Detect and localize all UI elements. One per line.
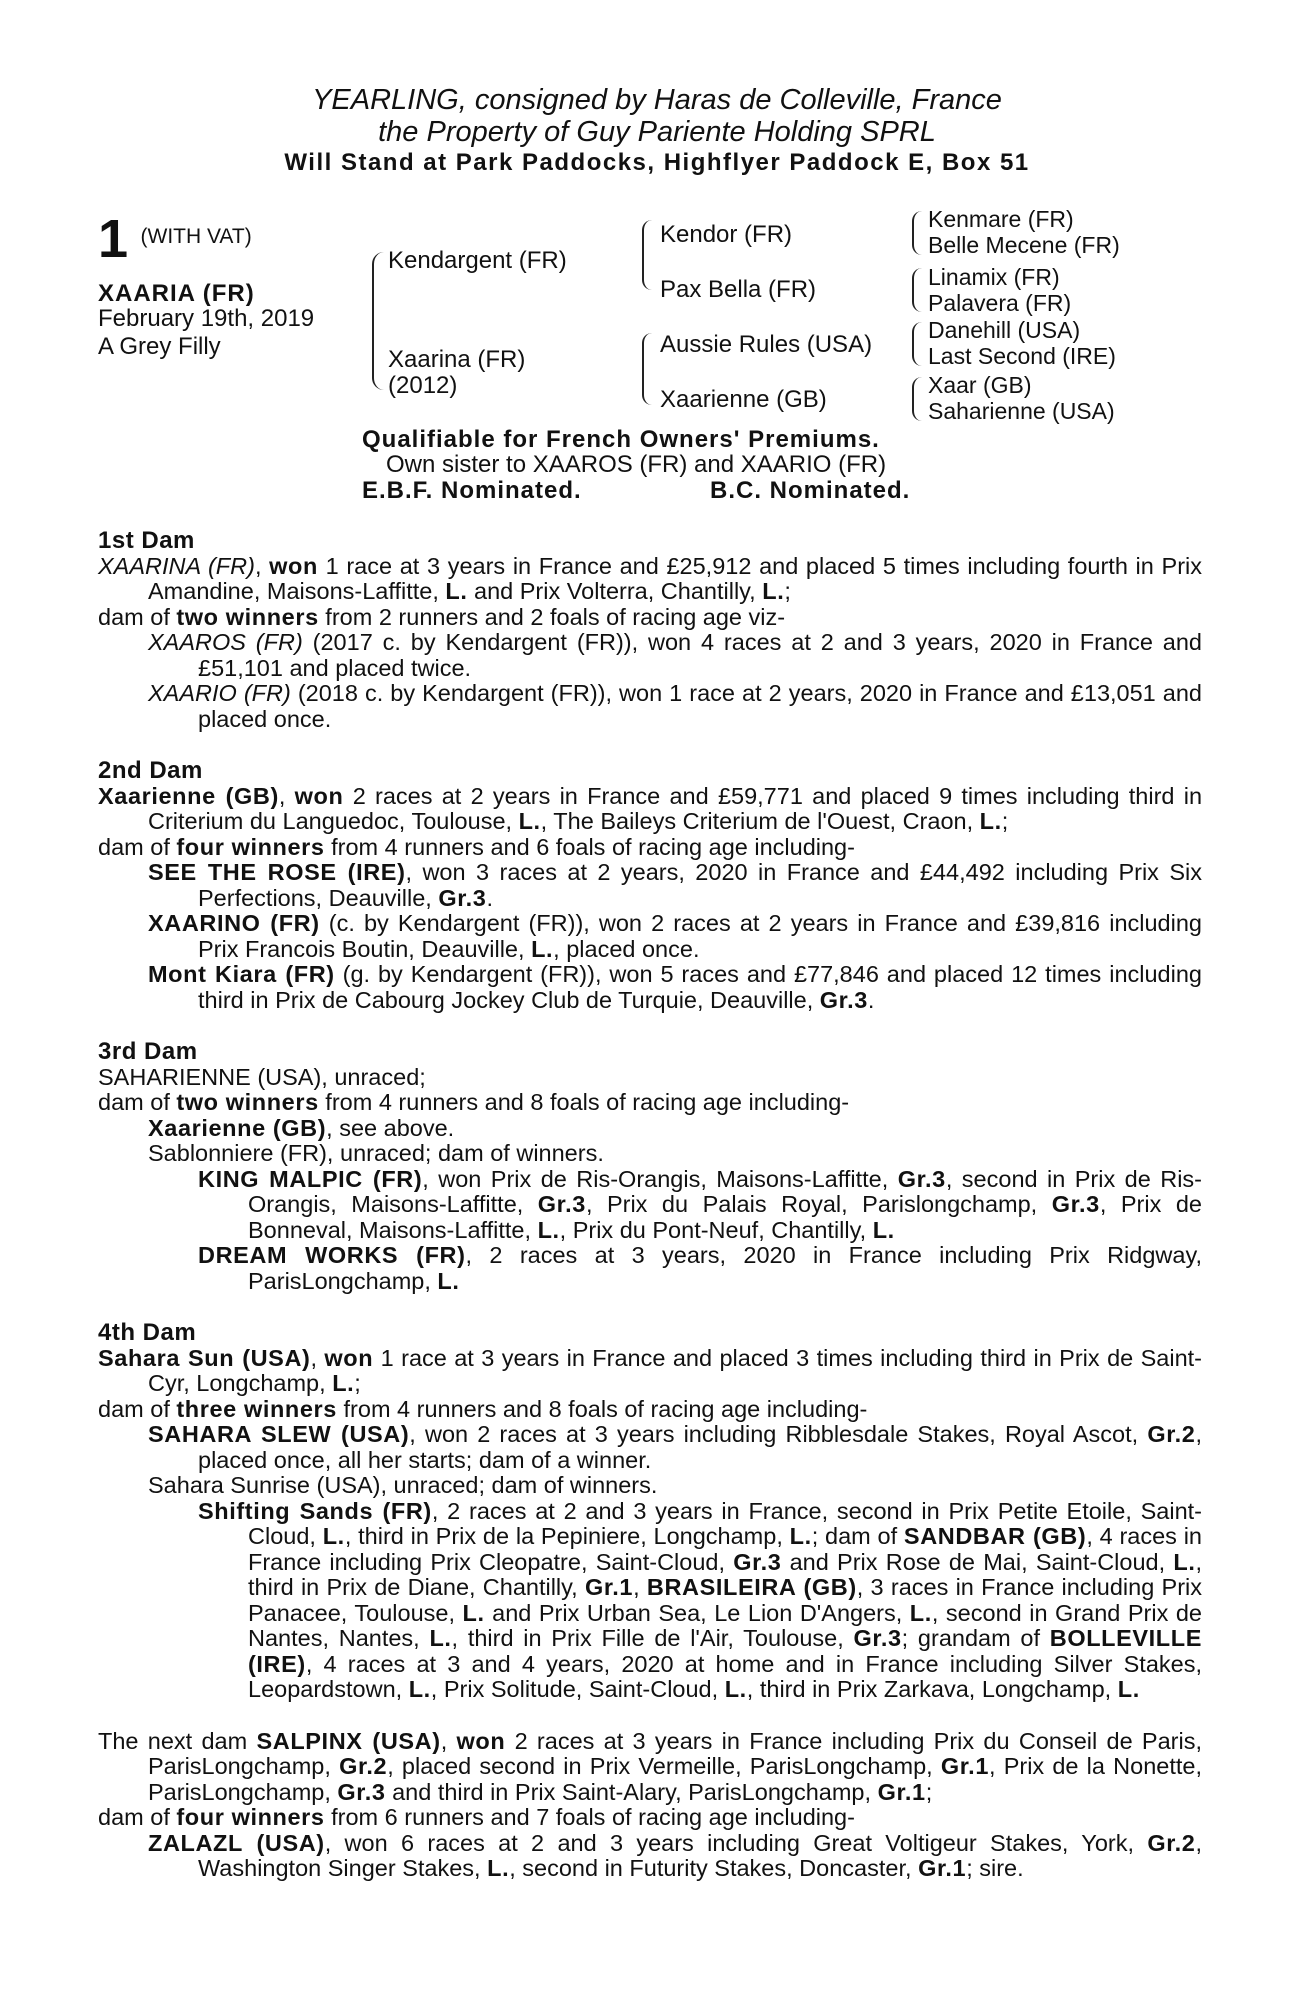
dam-of-label: dam of [98,1089,177,1115]
group-label: Gr.1 [940,1753,989,1779]
date-of-birth: February 19th, 2019 [98,305,315,332]
progeny-text: , placed once, all her starts; dam of a winner. [198,1421,1202,1473]
group-label: Gr.2 [339,1753,388,1779]
dam-of-label: dam of [98,833,177,860]
group-label: Gr.1 [918,1855,967,1881]
horse-name: XAARIA (FR) [98,280,255,307]
second-dam-text: ; [1001,808,1009,834]
progeny-text: , placed once. [553,935,700,962]
progeny-text: , 4 races at 3 and 4 years, 2020 at home and in France including Silver Stakes, Leopardstown, [248,1650,1202,1702]
pedigree-brace-main [372,252,384,390]
progeny-text: , second in Futurity Stakes, Doncaster, [509,1855,919,1881]
listed-label: L. [537,1216,560,1243]
listed-label: L. [322,1523,345,1549]
next-dam-name: SALPINX (USA) [256,1727,441,1754]
group-label: Gr.3 [819,986,868,1013]
listed-label: L. [429,1625,452,1651]
next-dam-text: , Prix de la Nonette, ParisLongchamp, [148,1753,1202,1805]
pedigree-ssd: Belle Mecene (FR) [928,232,1120,258]
progeny-text: , second in Grand Prix de Nantes, Nantes, [248,1599,1202,1651]
next-dam-progeny-1 [98,1831,1202,1882]
third-dam-grandprogeny-1 [98,1167,1202,1244]
pedigree-dss: Danehill (USA) [928,317,1081,343]
progeny-text: , Washington Singer Stakes, [198,1829,1202,1881]
produce-text: from 4 runners and 6 foals of racing age including- [324,833,855,860]
listed-label: L. [531,935,554,962]
winners-count: four winners [176,833,325,860]
pedigree-sire-sire: Kendor (FR) [660,221,793,248]
progeny-name: XAARIO (FR) [148,680,291,706]
progeny-text: , third in Prix Zarkava, Longchamp, [746,1676,1118,1702]
listed-label: L. [724,1676,747,1702]
header-property: the Property of Guy Pariente Holding SPRL [378,116,936,148]
progeny-text: , third in Prix de Diane, Chantilly, [248,1548,1202,1600]
progeny-name: Xaarienne (GB) [148,1114,327,1141]
progeny-text: , won 6 races at 2 and 3 years including Great Voltigeur Stakes, York, [324,1829,1148,1856]
second-dam-progeny-2 [98,911,1202,962]
fourth-dam-name: Sahara Sun (USA) [98,1344,311,1371]
next-dam-record: The next dam SALPINX (USA), won 2 races at 3 years in France including Prix du Conseil de Paris, ParisLongchamp, Gr.2, placed second in Prix Vermeille, ParisLongchamp, Gr.1, Prix de la Nonette, ParisLongchamp, Gr.3 and third in Prix Saint-Alary, ParisLongchamp, Gr.1; [98,1727,1202,1805]
fourth-dam-record: Sahara Sun (USA), won 1 race at 3 years in France and placed 3 times including third in Prix de Saint-Cyr, Longchamp, L.; [98,1344,1203,1396]
pedigree-brace-sire [642,220,652,290]
pedigree-brace-dam [642,333,652,405]
dam-of-label: dam of [98,1395,177,1422]
progeny-text: , Prix Solitude, Saint-Cloud, [430,1676,725,1702]
pedigree-brace-ds [912,322,922,366]
produce-text: from 2 runners and 2 foals of racing age viz- [318,603,786,630]
first-dam-produce [98,605,1202,631]
third-dam-grandprogeny-2 [98,1243,1202,1294]
group-label: Gr.2 [1147,1829,1196,1856]
qualifiable-note: Qualifiable for French Owners' Premiums. [362,426,880,453]
group-label: Gr.3 [853,1625,902,1651]
group-label: Gr.3 [337,1778,386,1805]
listed-label: L. [1173,1548,1196,1575]
next-dam-text: , placed second in Prix Vermeille, ParisLongchamp, [387,1753,941,1779]
dam-of-label: dam of [98,1804,177,1830]
own-sister-note [386,451,886,479]
lot-number: 1 [98,209,129,269]
pedigree-ddd: Saharienne (USA) [928,398,1115,424]
first-dam-text: 1 race at 3 years in France and £25,912 and placed 5 times including fourth in Prix Amandine, Maisons-Laffitte, [148,552,1202,604]
second-dam-heading: 2nd Dam [98,757,203,784]
third-dam-heading: 3rd Dam [98,1038,198,1065]
winners-count: two winners [176,1089,319,1115]
pedigree-sds: Linamix (FR) [928,264,1060,290]
progeny-text: and Prix Urban Sea, Le Lion D'Angers, [484,1599,910,1626]
group-label: Gr.3 [537,1191,586,1217]
progeny-text: (g. by Kendargent (FR)), won 5 races and £77,846 and placed 12 times including third in Prix de Cabourg Jockey Club de Turquie, Deauville, [198,961,1202,1013]
third-dam-progeny-1 [98,1116,1202,1142]
next-dam-text: 2 races at 3 years in France including Prix du Conseil de Paris, ParisLongchamp, [148,1727,1202,1779]
group-label: Gr.3 [438,884,487,911]
pedigree-dam-sire: Aussie Rules (USA) [660,331,873,358]
pedigree-sss: Kenmare (FR) [928,206,1074,232]
progeny-text: , second in Prix de Ris-Orangis, Maisons-Laffitte, [248,1165,1202,1217]
second-dam-text: , The Baileys Criterium de l'Ouest, Craon, [540,808,980,834]
listed-label: L. [909,1599,932,1626]
progeny-text: , 3 races in France including Prix Panacee, Toulouse, [248,1574,1202,1626]
second-dam-progeny-3: Mont Kiara (FR) (g. by Kendargent (FR)), won 5 races and £77,846 and placed 12 times including third in Prix de Cabourg Jockey Club de Turquie, Deauville, Gr.3. [148,961,1202,1013]
progeny-text: , third in Prix de la Pepiniere, Longchamp, [344,1523,790,1549]
progeny-text: , 4 races in France including Prix Cleopatre, Saint-Cloud, [248,1523,1203,1575]
pedigree-dsd: Last Second (IRE) [928,343,1116,369]
progeny-text: ; dam of [811,1523,904,1549]
produce-text: from 6 runners and 7 foals of racing age including- [324,1804,855,1830]
fourth-dam-progeny-1 [98,1422,1202,1473]
progeny-text: , Prix du Pont-Neuf, Chantilly, [559,1216,873,1243]
first-dam-progeny-1 [98,630,1202,681]
second-dam-text: 2 races at 2 years in France and £59,771 and placed 9 times including third in Criterium du Languedoc, Toulouse, [148,782,1203,834]
pedigree-dam: Xaarina (FR) [388,346,526,373]
progeny-text: , 2 races at 2 and 3 years in France, second in Prix Petite Etoile, Saint-Cloud, [248,1497,1202,1549]
pedigree-dam-dam: Xaarienne (GB) [660,386,827,413]
progeny-name: Mont Kiara (FR) [148,961,335,987]
group-label: Gr.1 [584,1574,634,1600]
pedigree-brace-dd [912,377,922,421]
next-dam-produce [98,1805,1202,1831]
progeny-name: SEE THE ROSE (IRE) [148,859,406,885]
pedigree-sire-dam: Pax Bella (FR) [660,276,817,303]
bc-nominated: B.C. Nominated. [710,477,911,504]
won-label: won [294,782,344,809]
progeny-name: SANDBAR (GB) [903,1523,1087,1549]
pedigree-dam-year: (2012) [388,372,458,399]
fourth-dam-text: 1 race at 3 years in France and placed 3 times including third in Prix de Saint-Cyr, Longchamp, [148,1344,1203,1396]
progeny-text: , 2 races at 3 years, 2020 in France including Prix Ridgway, ParisLongchamp, [248,1242,1202,1294]
fourth-dam-grandprogeny-1: Shifting Sands (FR), 2 races at 2 and 3 years in France, second in Prix Petite Etoile, Saint-Cloud, L., third in Prix de la Pepiniere, Longchamp, L.; dam of SANDBAR (GB), 4 races in France including Prix Cleopatre, Saint-Cloud, Gr.3 and Prix Rose de Mai, Saint-Cloud, L., third in Prix de Diane, Chantilly, Gr.1, BRASILEIRA (GB), 3 races in France including Prix Panacee, Toulouse, L. and Prix Urban Sea, Le Lion D'Angers, L., second in Grand Prix de Nantes, Nantes, L., third in Prix Fille de l'Air, Toulouse, Gr.3; grandam of BOLLEVILLE (IRE), 4 races at 3 and 4 years, 2020 at home and in France including Silver Stakes, Leopardstown, L., Prix Solitude, Saint-Cloud, L., third in Prix Zarkava, Longchamp, L. [198,1497,1203,1702]
next-dam-intro: The next dam [98,1727,257,1754]
second-dam-produce [98,835,1202,861]
group-label: Gr.3 [1051,1191,1100,1217]
progeny-text: , won 2 races at 3 years including Ribblesdale Stakes, Royal Ascot, [409,1421,1148,1447]
first-dam-record: XAARINA (FR), won 1 race at 3 years in France and £25,912 and placed 5 times including fourth in Prix Amandine, Maisons-Laffitte, L. and Prix Volterra, Chantilly, L.; [98,552,1202,604]
third-dam-record: SAHARIENNE (USA), unraced; [98,1063,426,1090]
listed-label: L. [1117,1676,1140,1702]
group-label: Gr.2 [1147,1421,1196,1447]
second-dam-record: Xaarienne (GB), won 2 races at 2 years in France and £59,771 and placed 9 times including third in Criterium du Languedoc, Toulouse, L., The Baileys Criterium de l'Ouest, Craon, L.; [98,782,1203,834]
winners-count: four winners [176,1804,325,1830]
progeny-name: XAAROS (FR) [148,629,303,655]
produce-text: from 4 runners and 8 foals of racing age including- [318,1089,850,1115]
fourth-dam-progeny-2: Sahara Sunrise (USA), unraced; dam of winners. [148,1472,658,1498]
pedigree-sire: Kendargent (FR) [388,247,567,274]
progeny-text: , third in Prix Fille de l'Air, Toulouse, [451,1625,854,1651]
group-label: Gr.1 [877,1778,926,1805]
next-dam-text: ; [925,1778,933,1805]
progeny-text: (2017 c. by Kendargent (FR)), won 4 races at 2 and 3 years, 2020 in France and £51,101 and placed twice. [198,629,1202,681]
progeny-name: ZALAZL (USA) [148,1829,325,1856]
winners-count: three winners [176,1395,337,1422]
second-dam-name: Xaarienne (GB) [98,782,279,809]
progeny-text: (2018 c. by Kendargent (FR)), won 1 race at 2 years, 2020 in France and £13,051 and placed once. [198,680,1202,732]
listed-label: L. [762,578,785,604]
progeny-text: (c. by Kendargent (FR)), won 2 races at 2 years in France and £39,816 including Prix Francois Boutin, Deauville, [198,910,1202,962]
header-consignor: YEARLING, consigned by Haras de Colleville, France [312,84,1002,116]
third-dam-progeny-2: Sablonniere (FR), unraced; dam of winners. [148,1140,604,1166]
progeny-name: KING MALPIC (FR) [198,1165,423,1192]
progeny-text: and Prix Rose de Mai, Saint-Cloud, [781,1548,1174,1575]
listed-label: L. [979,808,1002,834]
progeny-text: , Prix du Palais Royal, Parislongchamp, [585,1191,1052,1217]
won-label: won [269,552,318,579]
first-dam-heading: 1st Dam [98,527,195,554]
first-dam-text: and Prix Volterra, Chantilly, [467,578,763,604]
first-dam-text: ; [784,578,791,604]
dam-of-label: dam of [98,603,177,630]
fourth-dam-heading: 4th Dam [98,1319,197,1346]
progeny-text: , won 3 races at 2 years, 2020 in France and £44,492 including Prix Six Perfections, Deauville, [198,859,1202,911]
pedigree-brace-sd [912,268,922,312]
progeny-text: , Prix de Bonneval, Maisons-Laffitte, [248,1191,1202,1243]
second-dam-progeny-1: SEE THE ROSE (IRE), won 3 races at 2 years, 2020 in France and £44,492 including Prix Six Perfections, Deauville, Gr.3. [148,859,1202,911]
listed-label: L. [518,808,541,834]
listed-label: L. [872,1216,895,1243]
won-label: won [324,1344,374,1371]
won-label: won [456,1727,506,1754]
listed-label: L. [487,1855,510,1881]
listed-label: L. [445,578,468,604]
pedigree-sdd: Palavera (FR) [928,290,1072,316]
progeny-text: , won Prix de Ris-Orangis, Maisons-Laffitte, [422,1165,898,1192]
progeny-name: BOLLEVILLE (IRE) [248,1625,1202,1677]
progeny-text: ; grandam of [901,1625,1050,1651]
pedigree-body [98,528,1202,1882]
listed-label: L. [408,1676,431,1702]
horse-description: A Grey Filly [98,333,221,360]
fourth-dam-produce [98,1397,1202,1423]
progeny-name: BRASILEIRA (GB) [646,1574,857,1600]
progeny-name: SAHARA SLEW (USA) [148,1421,410,1447]
third-dam-produce [98,1090,1202,1116]
listed-label: L. [789,1523,812,1549]
winners-count: two winners [176,603,319,630]
listed-label: L. [437,1267,460,1294]
pedigree-brace-ss [912,211,922,255]
vat-label: (WITH VAT) [140,225,252,248]
progeny-name: DREAM WORKS (FR) [198,1242,466,1268]
progeny-name: XAARINO (FR) [148,910,320,936]
listed-label: L. [332,1370,355,1396]
group-label: Gr.3 [897,1165,946,1192]
header-location: Will Stand at Park Paddocks, Highflyer Paddock E, Box 51 [284,149,1030,176]
produce-text: from 4 runners and 8 foals of racing age including- [336,1395,868,1422]
pedigree-dds: Xaar (GB) [928,372,1032,398]
ebf-nominated: E.B.F. Nominated. [362,477,582,504]
first-dam-progeny-2 [98,681,1202,732]
progeny-text: ; sire. [966,1855,1024,1881]
first-dam-name: XAARINA (FR) [98,552,255,579]
lot-number-line [98,209,252,269]
own-sister-text: Own sister to XAAROS (FR) and XAARIO (FR) [386,451,887,478]
progeny-text: , see above. [326,1114,455,1141]
next-dam-text: and third in Prix Saint-Alary, ParisLongchamp, [385,1778,878,1805]
progeny-name: Shifting Sands (FR) [198,1497,432,1524]
listed-label: L. [462,1599,485,1626]
group-label: Gr.3 [733,1548,782,1575]
